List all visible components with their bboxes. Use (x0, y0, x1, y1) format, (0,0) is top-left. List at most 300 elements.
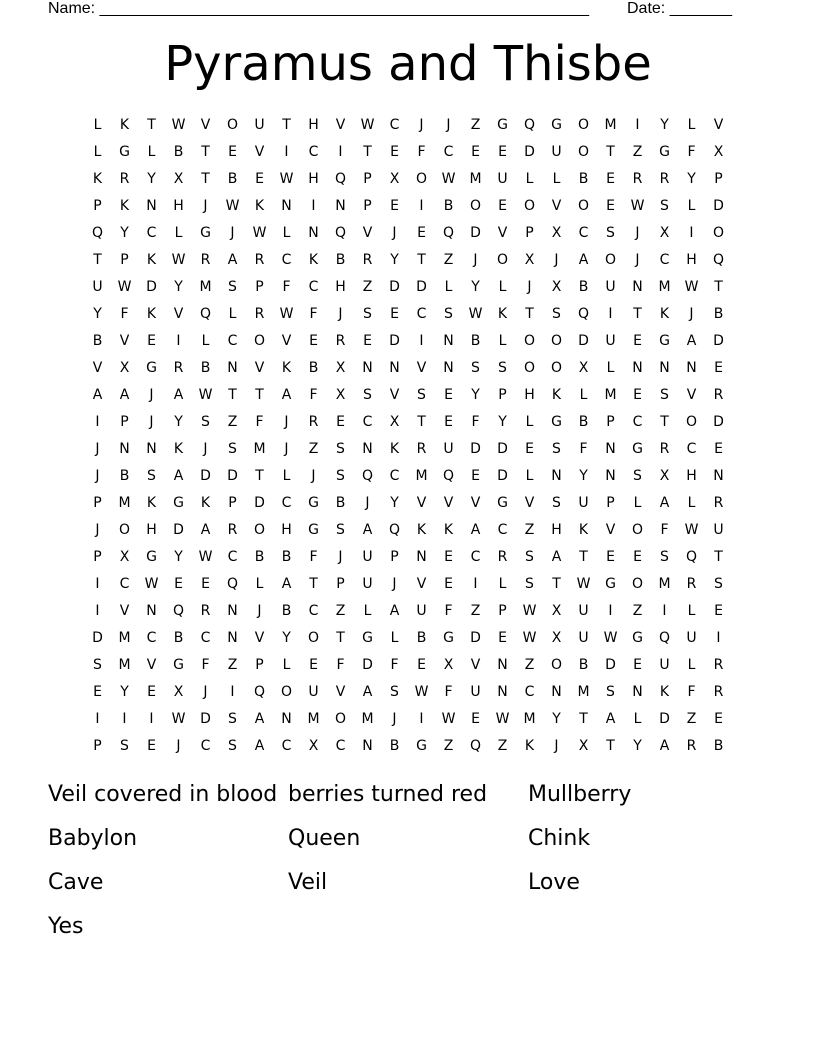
grid-letter: M (604, 117, 617, 133)
grid-letter: R (686, 738, 697, 754)
grid-letter: I (149, 711, 154, 727)
grid-letter: S (660, 549, 669, 565)
grid-letter: S (390, 684, 399, 700)
grid-row (84, 736, 732, 763)
grid-letter: J (689, 306, 694, 322)
grid-letter: J (203, 684, 208, 700)
grid-letter: O (523, 360, 536, 376)
grid-letter: Y (498, 414, 507, 430)
grid-letter: X (551, 279, 562, 295)
grid-letter: B (200, 360, 211, 376)
grid-letter: V (362, 225, 373, 241)
grid-letter: D (254, 495, 265, 511)
grid-letter: Q (172, 603, 185, 619)
grid-letter: L (579, 387, 588, 403)
grid-letter: S (660, 387, 669, 403)
grid-letter: J (284, 441, 289, 457)
grid-letter: R (335, 333, 346, 349)
grid-letter: O (550, 333, 563, 349)
grid-letter: H (551, 522, 562, 538)
grid-letter: N (227, 603, 238, 619)
grid-letter: A (92, 387, 103, 403)
grid-letter: I (419, 333, 424, 349)
grid-letter: A (173, 468, 184, 484)
grid-letter: O (550, 360, 563, 376)
grid-letter: P (390, 549, 399, 565)
grid-letter: E (498, 198, 507, 214)
grid-letter: R (713, 495, 724, 511)
grid-letter: E (390, 198, 399, 214)
grid-letter: E (606, 198, 615, 214)
grid-letter: A (173, 387, 184, 403)
grid-letter: K (308, 252, 319, 268)
grid-letter: L (255, 576, 264, 592)
grid-letter: S (552, 441, 561, 457)
grid-letter: B (281, 603, 292, 619)
grid-letter: I (473, 576, 478, 592)
grid-letter: J (419, 117, 424, 133)
grid-letter: N (443, 333, 454, 349)
grid-letter: O (118, 522, 131, 538)
grid-letter: I (122, 711, 127, 727)
grid-letter: A (119, 387, 130, 403)
grid-letter: R (173, 360, 184, 376)
grid-letter: C (416, 306, 427, 322)
grid-letter: C (200, 738, 211, 754)
grid-letter: N (551, 684, 562, 700)
grid-letter: R (227, 522, 238, 538)
grid-letter: I (716, 630, 721, 646)
grid-letter: G (200, 225, 211, 241)
grid-letter: X (659, 225, 670, 241)
grid-letter: V (281, 333, 292, 349)
grid-letter: G (659, 333, 670, 349)
grid-letter: S (552, 306, 561, 322)
grid-letter: X (119, 549, 130, 565)
grid-letter: Y (174, 279, 183, 295)
grid-letter: C (497, 522, 508, 538)
grid-letter: Y (660, 117, 669, 133)
grid-letter: N (119, 441, 130, 457)
grid-letter: J (176, 738, 181, 754)
grid-letter: F (660, 522, 669, 538)
grid-letter: P (606, 414, 615, 430)
grid-letter: C (389, 468, 400, 484)
grid-letter: Y (390, 495, 399, 511)
grid-letter: S (120, 738, 129, 754)
grid-letter: X (713, 144, 724, 160)
grid-letter: R (254, 252, 265, 268)
grid-letter: D (389, 279, 400, 295)
grid-letter: L (444, 279, 453, 295)
grid-letter: A (281, 576, 292, 592)
grid-letter: R (632, 171, 643, 187)
grid-letter: P (498, 603, 507, 619)
grid-letter: W (441, 171, 456, 187)
grid-letter: Z (470, 603, 481, 619)
grid-letter: B (578, 414, 589, 430)
grid-letter: T (309, 576, 318, 592)
grid-letter: S (336, 441, 345, 457)
grid-letter: J (446, 117, 451, 133)
grid-letter: R (713, 657, 724, 673)
grid-letter: A (578, 252, 589, 268)
grid-letter: H (308, 171, 319, 187)
grid-letter: J (392, 225, 397, 241)
grid-letter: M (361, 711, 374, 727)
grid-letter: D (227, 468, 238, 484)
grid-letter: K (281, 360, 292, 376)
grid-letter: S (498, 360, 507, 376)
grid-letter: N (227, 360, 238, 376)
grid-row (84, 331, 732, 358)
grid-letter: N (146, 603, 157, 619)
grid-letter: J (257, 603, 262, 619)
grid-letter: E (525, 441, 534, 457)
grid-letter: M (118, 657, 131, 673)
grid-letter: K (659, 306, 670, 322)
grid-letter: N (632, 279, 643, 295)
grid-letter: V (416, 576, 427, 592)
grid-letter: K (119, 117, 130, 133)
grid-letter: L (201, 333, 210, 349)
grid-letter: I (95, 576, 100, 592)
grid-letter: B (281, 549, 292, 565)
grid-letter: J (203, 198, 208, 214)
grid-letter: U (578, 630, 589, 646)
grid-letter: L (633, 495, 642, 511)
grid-letter: V (335, 117, 346, 133)
grid-letter: C (443, 144, 454, 160)
grid-letter: M (199, 279, 212, 295)
grid-letter: V (416, 495, 427, 511)
grid-letter: L (390, 630, 399, 646)
grid-letter: Y (687, 171, 696, 187)
grid-letter: V (686, 387, 697, 403)
grid-letter: V (146, 657, 157, 673)
grid-letter: S (525, 576, 534, 592)
grid-letter: Q (199, 306, 212, 322)
word-list-item: Cave (48, 870, 104, 895)
grid-letter: W (522, 603, 537, 619)
grid-letter: W (441, 711, 456, 727)
grid-letter: P (363, 198, 372, 214)
grid-letter: E (471, 144, 480, 160)
grid-letter: S (336, 522, 345, 538)
grid-letter: Z (227, 414, 238, 430)
grid-letter: J (338, 549, 343, 565)
grid-letter: V (389, 387, 400, 403)
grid-letter: E (444, 414, 453, 430)
grid-letter: U (362, 576, 373, 592)
grid-letter: G (362, 630, 373, 646)
grid-letter: W (684, 279, 699, 295)
grid-letter: S (228, 738, 237, 754)
grid-letter: X (119, 360, 130, 376)
grid-letter: F (255, 414, 264, 430)
grid-letter: K (389, 441, 400, 457)
grid-letter: N (416, 549, 427, 565)
page-title: Pyramus and Thisbe (164, 36, 652, 92)
grid-letter: R (713, 387, 724, 403)
grid-letter: K (254, 198, 265, 214)
grid-letter: I (419, 711, 424, 727)
grid-letter: A (200, 522, 211, 538)
word-list-item: Chink (528, 826, 591, 851)
grid-letter: K (146, 252, 157, 268)
grid-letter: G (443, 630, 454, 646)
grid-letter: J (230, 225, 235, 241)
grid-letter: B (470, 333, 481, 349)
grid-letter: S (147, 468, 156, 484)
grid-letter: P (93, 495, 102, 511)
grid-letter: V (443, 495, 454, 511)
grid-letter: E (633, 387, 642, 403)
grid-letter: C (389, 117, 400, 133)
grid-letter: O (253, 522, 266, 538)
grid-letter: E (363, 333, 372, 349)
grid-letter: U (686, 630, 697, 646)
grid-letter: C (659, 252, 670, 268)
grid-letter: O (550, 657, 563, 673)
grid-letter: L (687, 198, 696, 214)
grid-letter: B (416, 630, 427, 646)
grid-letter: H (146, 522, 157, 538)
grid-letter: R (416, 441, 427, 457)
grid-letter: Z (443, 738, 454, 754)
grid-letter: C (578, 225, 589, 241)
grid-letter: U (92, 279, 103, 295)
grid-letter: R (200, 252, 211, 268)
grid-letter: X (524, 252, 535, 268)
grid-letter: A (551, 549, 562, 565)
grid-letter: D (605, 657, 616, 673)
grid-letter: T (525, 306, 534, 322)
grid-letter: W (252, 225, 267, 241)
grid-row (84, 466, 732, 493)
grid-letter: C (281, 252, 292, 268)
grid-letter: S (660, 198, 669, 214)
grid-letter: W (414, 684, 429, 700)
grid-letter: F (282, 279, 291, 295)
grid-letter: J (95, 522, 100, 538)
grid-letter: H (686, 252, 697, 268)
grid-letter: V (470, 495, 481, 511)
grid-letter: W (279, 306, 294, 322)
grid-letter: T (228, 387, 237, 403)
word-list-item: Queen (288, 826, 361, 851)
grid-letter: Y (120, 684, 129, 700)
grid-letter: L (498, 333, 507, 349)
grid-letter: I (662, 603, 667, 619)
grid-letter: W (468, 306, 483, 322)
grid-letter: T (579, 711, 588, 727)
grid-letter: U (497, 171, 508, 187)
grid-letter: O (631, 522, 644, 538)
grid-letter: K (659, 684, 670, 700)
grid-letter: P (606, 495, 615, 511)
grid-letter: M (118, 495, 131, 511)
grid-letter: S (336, 468, 345, 484)
grid-letter: O (523, 333, 536, 349)
grid-letter: T (579, 549, 588, 565)
grid-letter: N (146, 198, 157, 214)
grid-letter: T (201, 144, 210, 160)
grid-letter: E (309, 657, 318, 673)
grid-letter: S (552, 495, 561, 511)
grid-letter: W (117, 279, 132, 295)
grid-letter: F (309, 549, 318, 565)
grid-letter: J (311, 468, 316, 484)
grid-letter: G (146, 549, 157, 565)
grid-letter: O (577, 117, 590, 133)
grid-letter: L (525, 171, 534, 187)
grid-letter: F (120, 306, 129, 322)
grid-letter: O (685, 414, 698, 430)
grid-letter: I (338, 144, 343, 160)
grid-letter: M (415, 468, 428, 484)
grid-letter: R (254, 306, 265, 322)
grid-letter: E (606, 171, 615, 187)
grid-letter: S (606, 684, 615, 700)
date-field-label: Date: _______ (627, 0, 732, 17)
grid-letter: M (253, 441, 266, 457)
grid-letter: N (605, 441, 616, 457)
grid-letter: K (200, 495, 211, 511)
grid-letter: M (469, 171, 482, 187)
grid-letter: S (444, 306, 453, 322)
grid-letter: Y (579, 468, 588, 484)
grid-letter: B (335, 252, 346, 268)
grid-letter: I (230, 684, 235, 700)
grid-letter: X (551, 630, 562, 646)
grid-letter: I (608, 306, 613, 322)
grid-letter: X (659, 468, 670, 484)
grid-letter: Q (469, 738, 482, 754)
grid-letter: E (174, 576, 183, 592)
grid-letter: J (365, 495, 370, 511)
grid-letter: M (523, 711, 536, 727)
grid-letter: N (686, 360, 697, 376)
grid-letter: S (633, 468, 642, 484)
grid-letter: D (524, 144, 535, 160)
grid-letter: Z (308, 441, 319, 457)
grid-letter: Q (388, 522, 401, 538)
grid-letter: E (147, 333, 156, 349)
grid-letter: K (524, 738, 535, 754)
grid-letter: Y (552, 711, 561, 727)
grid-letter: U (443, 441, 454, 457)
grid-letter: U (362, 549, 373, 565)
grid-letter: L (498, 576, 507, 592)
grid-letter: U (605, 333, 616, 349)
grid-letter: C (470, 549, 481, 565)
grid-letter: U (578, 603, 589, 619)
grid-letter: E (390, 306, 399, 322)
grid-letter: D (200, 711, 211, 727)
grid-letter: V (470, 657, 481, 673)
grid-row (84, 169, 732, 196)
grid-letter: G (173, 495, 184, 511)
grid-letter: I (95, 414, 100, 430)
grid-letter: V (119, 333, 130, 349)
grid-letter: Y (147, 171, 156, 187)
grid-letter: H (686, 468, 697, 484)
grid-letter: G (551, 117, 562, 133)
grid-letter: D (713, 414, 724, 430)
grid-letter: E (255, 171, 264, 187)
grid-letter: L (552, 171, 561, 187)
grid-letter: F (417, 144, 426, 160)
grid-letter: F (336, 657, 345, 673)
grid-letter: X (578, 360, 589, 376)
grid-letter: H (281, 522, 292, 538)
grid-letter: Y (174, 549, 183, 565)
grid-letter: V (605, 522, 616, 538)
grid-row (84, 601, 732, 628)
grid-letter: X (551, 225, 562, 241)
grid-row (84, 493, 732, 520)
grid-letter: E (444, 549, 453, 565)
grid-letter: J (554, 738, 559, 754)
grid-letter: R (686, 576, 697, 592)
grid-letter: N (308, 225, 319, 241)
grid-letter: T (93, 252, 102, 268)
grid-letter: E (714, 441, 723, 457)
grid-letter: G (173, 657, 184, 673)
grid-letter: N (362, 360, 373, 376)
grid-letter: N (335, 198, 346, 214)
grid-letter: X (551, 603, 562, 619)
grid-letter: A (470, 522, 481, 538)
grid-letter: B (713, 306, 724, 322)
grid-row (84, 385, 732, 412)
grid-letter: F (444, 603, 453, 619)
grid-letter: M (658, 279, 671, 295)
grid-letter: W (522, 630, 537, 646)
grid-letter: A (605, 711, 616, 727)
grid-letter: E (633, 549, 642, 565)
grid-letter: E (714, 711, 723, 727)
grid-letter: Y (471, 387, 480, 403)
grid-letter: V (119, 603, 130, 619)
grid-letter: K (92, 171, 103, 187)
grid-row (84, 520, 732, 547)
grid-letter: Q (253, 684, 266, 700)
grid-letter: P (498, 387, 507, 403)
grid-letter: P (93, 738, 102, 754)
grid-letter: C (362, 414, 373, 430)
grid-letter: E (417, 657, 426, 673)
grid-letter: D (470, 225, 481, 241)
grid-letter: P (93, 549, 102, 565)
grid-letter: W (144, 576, 159, 592)
grid-letter: J (635, 225, 640, 241)
grid-letter: E (633, 333, 642, 349)
grid-letter: O (307, 630, 320, 646)
grid-letter: J (149, 387, 154, 403)
grid-row (84, 412, 732, 439)
grid-letter: E (471, 468, 480, 484)
grid-letter: L (606, 360, 615, 376)
grid-letter: Q (712, 252, 725, 268)
grid-letter: O (415, 171, 428, 187)
grid-row (84, 358, 732, 385)
grid-letter: X (173, 171, 184, 187)
grid-letter: R (308, 414, 319, 430)
grid-letter: L (282, 468, 291, 484)
grid-letter: E (444, 387, 453, 403)
